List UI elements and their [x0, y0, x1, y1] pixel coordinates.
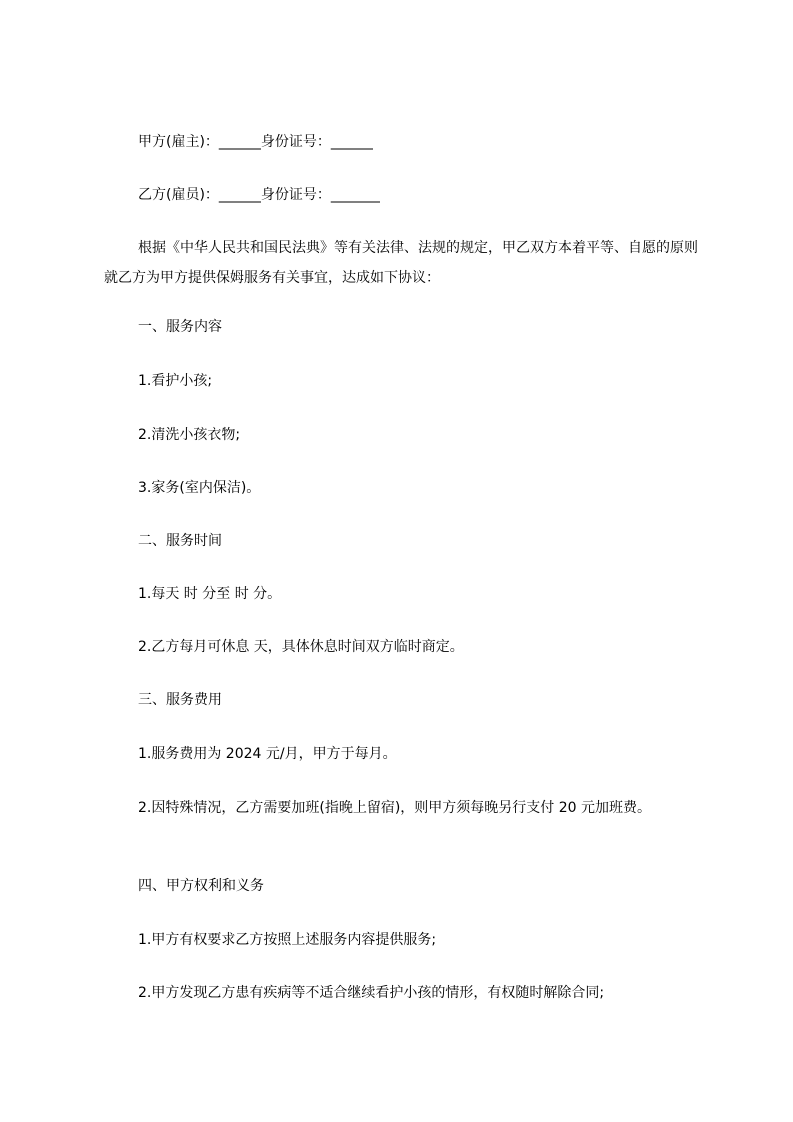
party-b-line: 乙方(雇员)：______身份证号：_______ — [138, 187, 380, 203]
section-title: 二、服务时间 — [138, 533, 222, 549]
list-item: 1.看护小孩; — [138, 373, 213, 389]
list-item: 3.家务(室内保洁)。 — [138, 480, 261, 496]
section-title: 一、服务内容 — [138, 319, 222, 335]
section-title: 四、甲方权利和义务 — [138, 878, 264, 894]
preamble-paragraph: 根据《中华人民共和国民法典》等有关法律、法规的规定，甲乙双方本着平等、自愿的原则就乙方为甲方提供保姆服务有关事宜，达成如下协议： — [104, 240, 698, 286]
list-item: 2.清洗小孩衣物; — [138, 427, 241, 443]
list-item: 1.甲方有权要求乙方按照上述服务内容提供服务; — [138, 932, 437, 948]
list-item: 2.因特殊情况，乙方需要加班(指晚上留宿)，则甲方须每晚另行支付 20 元加班费。 — [138, 800, 651, 816]
party-a-line: 甲方(雇主)：______身份证号：______ — [138, 134, 373, 150]
list-item: 1.服务费用为 2024 元/月，甲方于每月。 — [138, 746, 397, 762]
list-item: 2.乙方每月可休息 天，具体休息时间双方临时商定。 — [138, 639, 464, 655]
section-title: 三、服务费用 — [138, 692, 222, 708]
list-item: 2.甲方发现乙方患有疾病等不适合继续看护小孩的情形，有权随时解除合同; — [138, 985, 605, 1001]
list-item: 1.每天 时 分至 时 分。 — [138, 586, 282, 602]
